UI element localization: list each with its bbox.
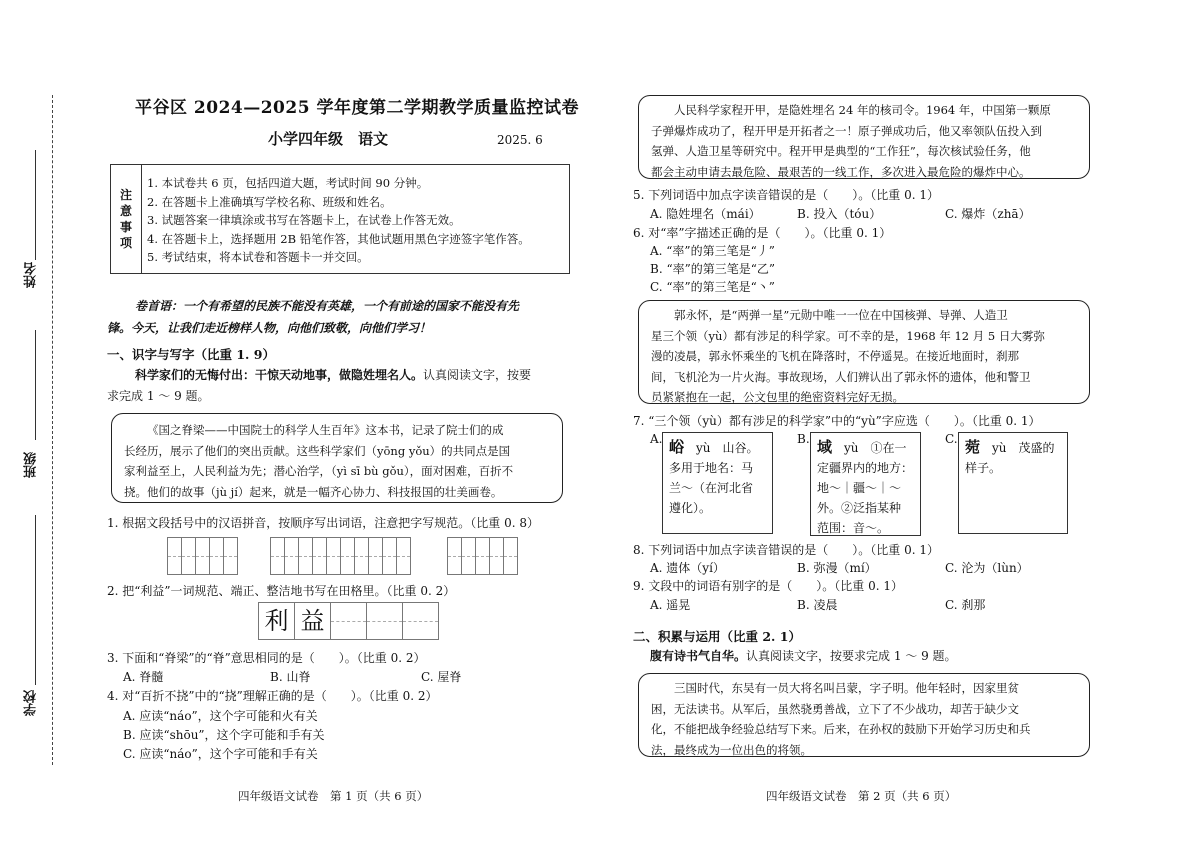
grid-cell[interactable] bbox=[354, 537, 369, 575]
notice-list bbox=[147, 174, 530, 267]
dict-line: yù 山谷。 bbox=[684, 441, 759, 455]
passage-line: 三国时代，东吴有一员大将名叫吕蒙，字子明。他年轻时，因家里贫 bbox=[674, 681, 1019, 695]
q8-option-a[interactable]: A. 遗体（yí） bbox=[650, 561, 725, 575]
grid-cell[interactable] bbox=[284, 537, 299, 575]
passage-line: 挠。他们的故事（jù jí）起来，就是一幅齐心协力、科技报国的壮美画卷。 bbox=[124, 484, 503, 499]
question-3: 3. 下面和“脊梁”的“脊”意思相同的是（ ）。（比重 0. 2） bbox=[107, 651, 426, 665]
notice-heading-char: 项 bbox=[119, 236, 132, 250]
passage-line: 《国之脊梁——中国院士的科学人生百年》这本书，记录了院士们的成 bbox=[147, 423, 504, 437]
exam-subtitle: 小学四年级 语文 bbox=[268, 130, 389, 148]
opening-line-2: 锋。今天，让我们走近榜样人物，向他们致敬，向他们学习！ bbox=[107, 321, 432, 335]
answer-grid-word-1[interactable] bbox=[168, 537, 238, 575]
dict-line: 范围：音～。 bbox=[817, 521, 890, 535]
grid-cell[interactable] bbox=[489, 537, 504, 575]
section-2-intro-rest: 认真阅读文字，按要求完成 1 ～ 9 题。 bbox=[746, 649, 957, 663]
q4-option-a[interactable]: A. 应读“náo”，这个字可能和火有关 bbox=[123, 709, 318, 723]
section-1-intro-rest: 认真阅读文字，按要 bbox=[423, 368, 532, 382]
section-1-intro bbox=[135, 366, 531, 383]
q4-option-b[interactable]: B. 应读“shōu”，这个字可能和手有关 bbox=[123, 728, 325, 742]
passage-line: 家利益至上，人民利益为先；潜心治学，（yì sī bù gǒu），面对困难，百折不 bbox=[124, 464, 514, 478]
dict-line: 地～｜疆～｜～ bbox=[817, 481, 902, 495]
opening-line-1: 卷首语：一个有希望的民族不能没有英雄，一个有前途的国家不能没有先 bbox=[135, 299, 520, 313]
q6-option-b[interactable]: B. “率”的第三笔是“乙” bbox=[650, 262, 775, 276]
grid-cell[interactable] bbox=[447, 537, 462, 575]
name-label: 姓名 bbox=[24, 262, 39, 288]
exam-title: 平谷区 2024—2025 学年度第二学期教学质量监控试卷 bbox=[135, 98, 579, 118]
tian-cell-sample: 益 bbox=[294, 602, 331, 640]
grid-cell[interactable] bbox=[503, 537, 518, 575]
q8-option-b[interactable]: B. 弥漫（mí） bbox=[797, 561, 877, 575]
dict-line: 多用于地名：马 bbox=[669, 461, 754, 475]
passage-line: 长经历，展示了他们的突出贡献。这些科学家们（yōng yǒu）的共同点是国 bbox=[124, 443, 511, 458]
q6-option-a[interactable]: A. “率”的第三笔是“丿” bbox=[650, 244, 775, 258]
question-5: 5. 下列词语中加点字读音错误的是（ ）。（比重 0. 1） bbox=[633, 188, 939, 202]
passage-line: 郭永怀，是“两弹一星”元勋中唯一一位在中国核弹、导弹、人造卫 bbox=[674, 308, 1008, 322]
answer-grid-word-2[interactable] bbox=[271, 537, 411, 575]
passage-line: 间，飞机沦为一片火海。事故现场，人们辨认出了郭永怀的遗体，他和警卫 bbox=[651, 369, 1031, 384]
q9-option-a[interactable]: A. 遥晃 bbox=[650, 598, 691, 612]
question-6: 6. 对“率”字描述正确的是（ ）。（比重 0. 1） bbox=[633, 226, 892, 240]
class-blank-line bbox=[35, 330, 36, 440]
tian-cell-blank[interactable] bbox=[330, 602, 367, 640]
passage-line: 漫的凌晨，郭永怀乘坐的飞机在降落时，不停遥晃。在接近地面时，刹那 bbox=[651, 349, 1019, 363]
notice-heading bbox=[111, 165, 142, 273]
q5-option-b[interactable]: B. 投入（tóu） bbox=[797, 207, 882, 221]
q7-option-b-box[interactable] bbox=[810, 432, 921, 536]
tian-cell-sample: 利 bbox=[258, 602, 295, 640]
notice-item: 3. 试题答案一律填涂或书写在答题卡上，在试卷上作答无效。 bbox=[147, 213, 461, 228]
notice-item: 5. 考试结束，将本试卷和答题卡一并交回。 bbox=[147, 250, 369, 265]
footer-page-2: 四年级语文试卷 第 2 页（共 6 页） bbox=[766, 789, 957, 803]
tian-cell-blank[interactable] bbox=[402, 602, 439, 640]
q5-option-a[interactable]: A. 隐姓埋名（mái） bbox=[650, 207, 761, 221]
dict-char: 峪 bbox=[669, 438, 685, 456]
passage-cheng-kaijia bbox=[638, 95, 1090, 179]
question-2: 2. 把“利益”一词规范、端正、整洁地书写在田格里。（比重 0. 2） bbox=[107, 584, 456, 598]
question-4: 4. 对“百折不挠”中的“挠”理解正确的是（ ）。（比重 0. 2） bbox=[107, 689, 438, 703]
q7-option-b-letter[interactable]: B. bbox=[797, 432, 810, 446]
dict-line: 样子。 bbox=[965, 461, 1002, 475]
section-2-heading: 二、积累与运用（比重 2. 1） bbox=[633, 629, 801, 644]
grid-cell[interactable] bbox=[326, 537, 341, 575]
name-blank-line bbox=[35, 150, 36, 260]
section-1-intro-line2: 求完成 1 ～ 9 题。 bbox=[107, 389, 210, 403]
tian-grid-liyi[interactable] bbox=[259, 602, 439, 640]
q9-option-b[interactable]: B. 凌晨 bbox=[797, 598, 838, 612]
dict-line: 外。②泛指某种 bbox=[817, 501, 902, 515]
tian-cell-blank[interactable] bbox=[366, 602, 403, 640]
binding-dashed-line bbox=[52, 95, 53, 765]
class-label: 班级 bbox=[24, 452, 39, 478]
q7-option-a-box[interactable] bbox=[662, 432, 773, 534]
passage-line: 人民科学家程开甲，是隐姓埋名 24 年的核司令。1964 年，中国第一颗原 bbox=[674, 103, 1051, 117]
grid-cell[interactable] bbox=[167, 537, 182, 575]
school-blank-line bbox=[35, 515, 36, 685]
footer-page-1: 四年级语文试卷 第 1 页（共 6 页） bbox=[238, 789, 429, 803]
exam-date: 2025. 6 bbox=[497, 133, 543, 147]
grid-cell[interactable] bbox=[181, 537, 196, 575]
section-2-intro bbox=[650, 647, 957, 664]
grid-cell[interactable] bbox=[368, 537, 383, 575]
passage-line: 员紧紧抱在一起，公文包里的绝密资料完好无损。 bbox=[651, 390, 904, 404]
dict-line: 遵化）。 bbox=[669, 501, 712, 515]
dict-line: yù 茂盛的 bbox=[980, 441, 1055, 455]
grid-cell[interactable] bbox=[340, 537, 355, 575]
question-7: 7. “三个领（yù）都有涉足的科学家”中的“yù”字应选（ ）。（比重 0. 1） bbox=[633, 414, 1041, 428]
q3-option-b[interactable]: B. 山脊 bbox=[270, 670, 311, 684]
q5-option-c[interactable]: C. 爆炸（zhā） bbox=[945, 207, 1031, 221]
dict-char: 域 bbox=[817, 438, 833, 456]
q8-option-c[interactable]: C. 沦为（lùn） bbox=[945, 561, 1029, 575]
passage-guo-zhi-jiliang bbox=[111, 413, 563, 503]
notice-item: 4. 在答题卡上，选择题用 2B 铅笔作答，其他试题用黑色字迹签字笔作答。 bbox=[147, 231, 530, 246]
q6-option-c[interactable]: C. “率”的第三笔是“丶” bbox=[650, 280, 775, 294]
passage-line: 子弹爆炸成功了，程开甲是开拓者之一！原子弹成功后，他又率领队伍投入到 bbox=[651, 123, 1042, 138]
grid-cell[interactable] bbox=[298, 537, 313, 575]
section-1-intro-bold: 科学家们的无悔付出：干惊天动地事，做隐姓埋名人。 bbox=[135, 368, 424, 382]
grid-cell[interactable] bbox=[209, 537, 224, 575]
q3-option-c[interactable]: C. 屋脊 bbox=[421, 670, 462, 684]
passage-line: 星三个领（yù）都有涉足的科学家。可不幸的是，1968 年 12 月 5 日大雾弥 bbox=[651, 328, 1045, 343]
notice-heading-char: 注 bbox=[119, 188, 132, 202]
dict-line: 定疆界内的地方： bbox=[817, 461, 914, 475]
passage-line: 氢弹、人造卫星等研究中。程开甲是典型的“工作狂”，每次核试验任务，他 bbox=[651, 144, 1031, 158]
dict-line: yù ①在一 bbox=[832, 441, 907, 455]
q3-option-a[interactable]: A. 脊髓 bbox=[123, 670, 164, 684]
q7-option-a-letter[interactable]: A. bbox=[650, 432, 663, 446]
q4-option-c[interactable]: C. 应读“náo”，这个字可能和手有关 bbox=[123, 747, 318, 761]
q7-option-c-box[interactable] bbox=[958, 432, 1068, 534]
passage-lv-meng bbox=[638, 673, 1090, 757]
grid-cell[interactable] bbox=[396, 537, 411, 575]
question-1: 1. 根据文段括号中的汉语拼音，按顺序写出词语，注意把字写规范。（比重 0. 8） bbox=[107, 516, 539, 530]
passage-line: 法，最终成为一位出色的将领。 bbox=[651, 742, 812, 757]
grid-cell[interactable] bbox=[382, 537, 397, 575]
dict-char: 菀 bbox=[965, 438, 981, 456]
passage-line: 化，不能把战争经验总结写下来。后来，在孙权的鼓励下开始学习历史和兵 bbox=[651, 722, 1031, 736]
passage-line: 都会主动申请去最危险、最艰苦的一线工作，多次进入最危险的爆炸中心。 bbox=[651, 164, 1031, 179]
notice-heading-char: 意 bbox=[119, 204, 132, 218]
notice-heading-char: 事 bbox=[119, 220, 132, 234]
section-2-intro-bold: 腹有诗书气自华。 bbox=[650, 649, 747, 663]
answer-grid-word-3[interactable] bbox=[448, 537, 518, 575]
grid-cell[interactable] bbox=[195, 537, 210, 575]
grid-cell[interactable] bbox=[270, 537, 285, 575]
question-8: 8. 下列词语中加点字读音错误的是（ ）。（比重 0. 1） bbox=[633, 543, 939, 557]
dict-line: 兰～（在河北省 bbox=[669, 481, 754, 495]
passage-guo-yonghuai bbox=[638, 300, 1090, 404]
grid-cell[interactable] bbox=[312, 537, 327, 575]
notice-item: 2. 在答题卡上准确填写学校名称、班级和姓名。 bbox=[147, 194, 392, 209]
grid-cell[interactable] bbox=[475, 537, 490, 575]
notice-box bbox=[110, 164, 570, 274]
notice-item: 1. 本试卷共 6 页，包括四道大题，考试时间 90 分钟。 bbox=[147, 176, 429, 190]
q9-option-c[interactable]: C. 刹那 bbox=[945, 598, 986, 612]
section-1-heading: 一、识字与写字（比重 1. 9） bbox=[107, 347, 275, 362]
q7-option-c-letter[interactable]: C. bbox=[945, 432, 958, 446]
passage-line: 困，无法读书。从军后，虽然骁勇善战，立下了不少战功，却苦于缺少文 bbox=[651, 701, 1019, 716]
grid-cell[interactable] bbox=[223, 537, 238, 575]
grid-cell[interactable] bbox=[461, 537, 476, 575]
question-9: 9. 文段中的词语有别字的是（ ）。（比重 0. 1） bbox=[633, 579, 903, 593]
school-label: 学校 bbox=[24, 690, 39, 716]
